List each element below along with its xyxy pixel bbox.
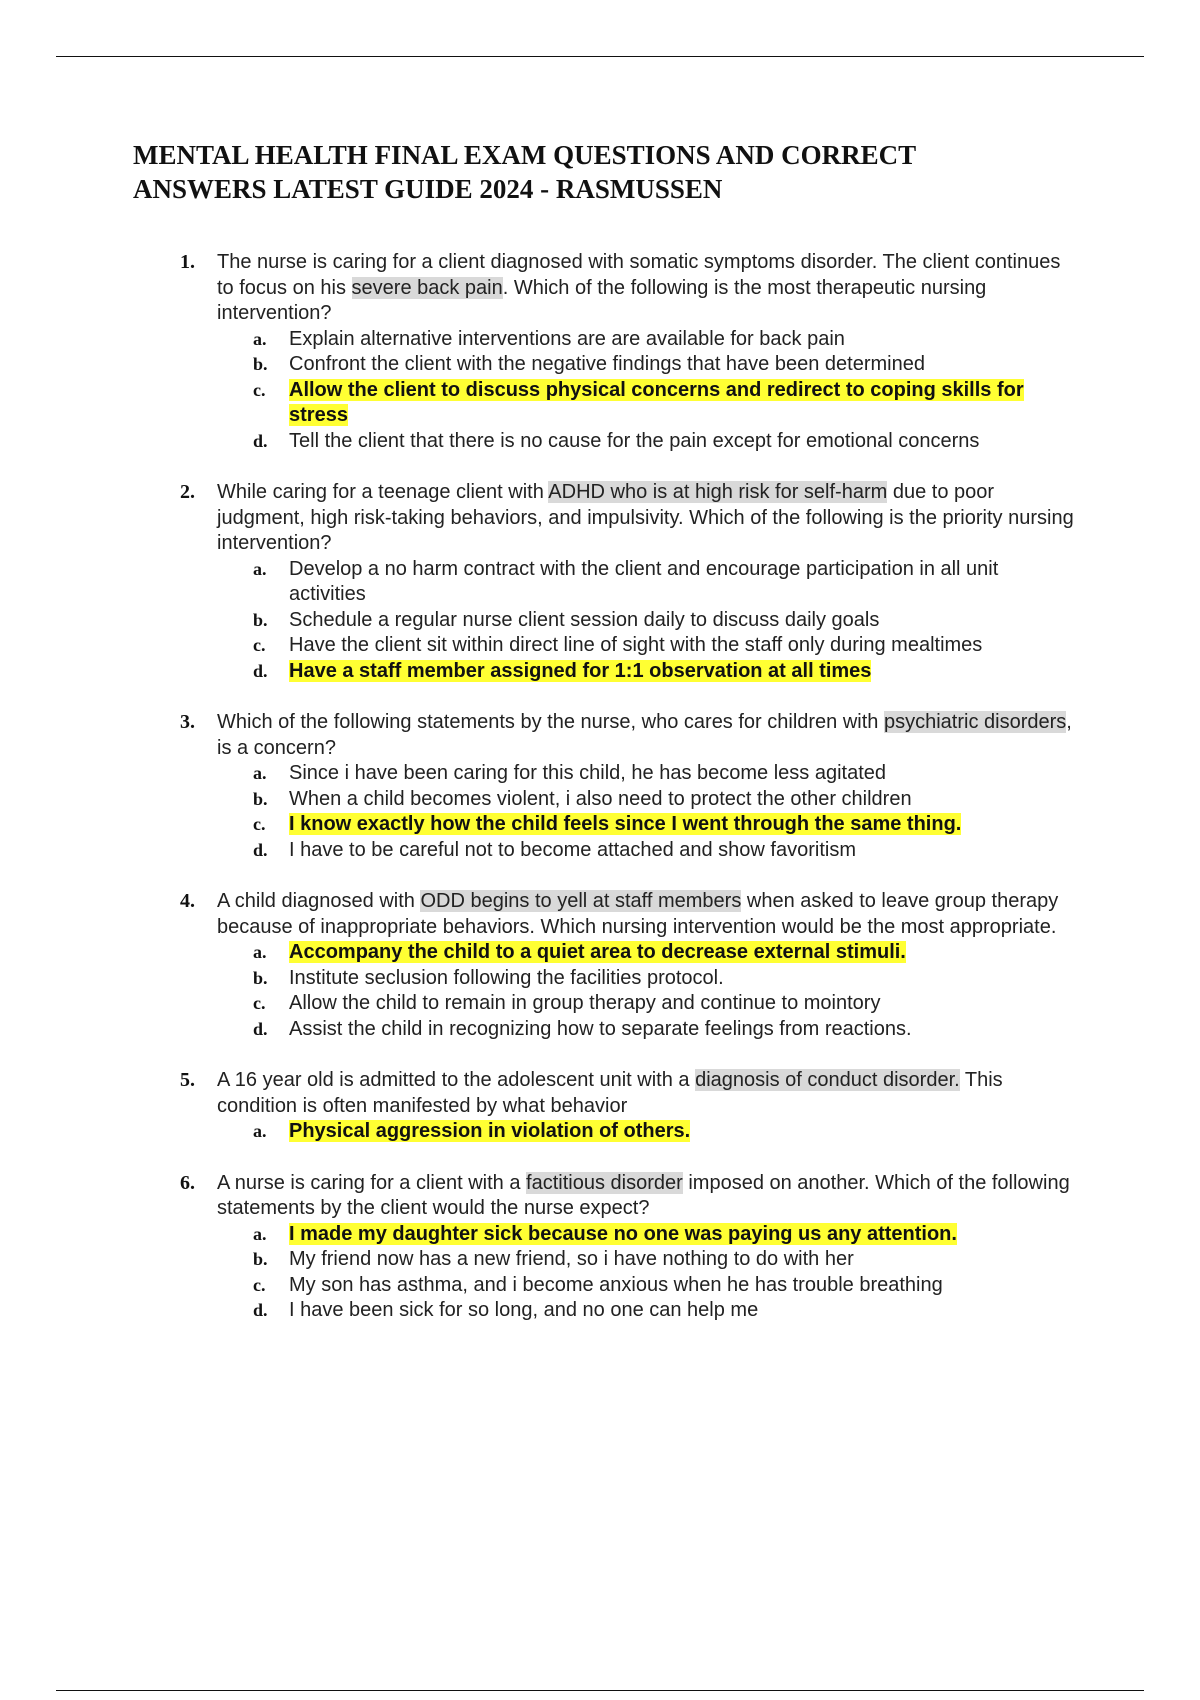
question-5 <box>180 1068 1080 1145</box>
option-c: c. Have the client sit within direct line of sight with the staff only during mealtimes <box>253 634 983 656</box>
option-d: d. I have to be careful not to become attached and show favoritism <box>253 838 856 861</box>
correct-answer-highlight: I made my daughter sick because no one was paying us any attention. <box>289 1222 957 1245</box>
question-number: 6. <box>180 1171 195 1194</box>
option-a: a. Develop a no harm contract with the client and encourage participation in all unit activities <box>253 557 999 605</box>
option-b: b. My friend now has a new friend, so i have nothing to do with her <box>253 1248 854 1270</box>
option-b: b. Confront the client with the negative findings that have been determined <box>253 353 925 375</box>
option-c-correct: c. I know exactly how the child feels since I went through the same thing. <box>253 813 962 835</box>
key-phrase-highlight: diagnosis of conduct disorder. <box>695 1069 960 1091</box>
page-title <box>133 138 1093 206</box>
question-number: 4. <box>180 890 195 912</box>
question-4 <box>180 889 1080 1042</box>
option-a-correct: a. Accompany the child to a quiet area to decrease external stimuli. <box>253 941 906 963</box>
option-b: b. Institute seclusion following the facilities protocol. <box>253 966 724 989</box>
key-phrase-highlight: ODD begins to yell at staff members <box>420 890 742 912</box>
title-line-2: ANSWERS LATEST GUIDE 2024 - RASMUSSEN <box>133 174 723 204</box>
correct-answer-highlight: Physical aggression in violation of others. <box>289 1120 691 1142</box>
option-a-correct: a. Physical aggression in violation of others. <box>253 1120 691 1142</box>
question-6 <box>180 1171 1080 1324</box>
option-a-correct: a. I made my daughter sick because no one was paying us any attention. <box>253 1222 957 1245</box>
answer-options <box>217 1119 1080 1145</box>
top-rule <box>56 56 1144 57</box>
option-a: a. Explain alternative interventions are are available for back pain <box>253 327 845 350</box>
key-phrase-highlight: ADHD who is at high risk for self-harm <box>548 481 888 503</box>
correct-answer-highlight: Allow the client to discuss physical concerns and redirect to coping skills for stress <box>289 378 1024 426</box>
option-d: d. Assist the child in recognizing how to separate feelings from reactions. <box>253 1017 912 1040</box>
correct-answer-highlight: Accompany the child to a quiet area to decrease external stimuli. <box>289 941 906 963</box>
question-stem: While caring for a teenage client with ADHD who is at high risk for self-harm due to poor judgment, high risk-taking behaviors, and impulsivity. Which of the following is the priority nursing intervention? <box>217 481 1074 554</box>
answer-options <box>217 1222 1080 1324</box>
question-stem: A nurse is caring for a client with a factitious disorder imposed on another. Which of the following statements by the client would the nurse expect? <box>217 1171 1070 1219</box>
title-line-1: MENTAL HEALTH FINAL EXAM QUESTIONS AND CORRECT <box>133 140 917 170</box>
answer-options <box>217 327 1080 455</box>
question-stem: The nurse is caring for a client diagnosed with somatic symptoms disorder. The client continues to focus on his severe back pain. Which of the following is the most therapeutic nursing intervention? <box>217 251 1061 324</box>
question-number: 3. <box>180 711 195 733</box>
option-b: b. Schedule a regular nurse client session daily to discuss daily goals <box>253 608 880 631</box>
question-stem: Which of the following statements by the nurse, who cares for children with psychiatric disorders, is a concern? <box>217 711 1072 759</box>
answer-options <box>217 940 1080 1042</box>
question-number: 5. <box>180 1069 195 1091</box>
option-c-correct: c. Allow the client to discuss physical concerns and redirect to coping skills for stress <box>253 378 1024 426</box>
question-stem: A 16 year old is admitted to the adolescent unit with a diagnosis of conduct disorder. This condition is often manifested by what behavior <box>217 1069 1003 1117</box>
correct-answer-highlight: I know exactly how the child feels since I went through the same thing. <box>289 813 962 835</box>
key-phrase-highlight: factitious disorder <box>526 1171 683 1194</box>
option-d: d. I have been sick for so long, and no one can help me <box>253 1299 759 1321</box>
answer-options <box>217 761 1080 863</box>
question-list <box>180 250 1080 1350</box>
bottom-rule <box>56 1690 1144 1691</box>
question-number: 1. <box>180 251 195 273</box>
question-number: 2. <box>180 481 195 503</box>
option-c: c. My son has asthma, and i become anxious when he has trouble breathing <box>253 1273 943 1296</box>
question-stem: A child diagnosed with ODD begins to yell at staff members when asked to leave group therapy because of inappropriate behaviors. Which nursing intervention would be the most appropriate. <box>217 890 1059 938</box>
question-2 <box>180 480 1080 684</box>
option-c: c. Allow the child to remain in group therapy and continue to mointory <box>253 992 881 1014</box>
correct-answer-highlight: Have a staff member assigned for 1:1 observation at all times <box>289 659 872 682</box>
option-b: b. When a child becomes violent, i also need to protect the other children <box>253 787 912 810</box>
option-d-correct: d. Have a staff member assigned for 1:1 observation at all times <box>253 659 872 682</box>
option-d: d. Tell the client that there is no cause for the pain except for emotional concerns <box>253 429 980 452</box>
key-phrase-highlight: severe back pain <box>351 276 503 299</box>
key-phrase-highlight: psychiatric disorders <box>883 711 1067 733</box>
question-3 <box>180 710 1080 863</box>
option-a: a. Since i have been caring for this child, he has become less agitated <box>253 762 887 784</box>
answer-options <box>217 557 1080 685</box>
question-1 <box>180 250 1080 454</box>
